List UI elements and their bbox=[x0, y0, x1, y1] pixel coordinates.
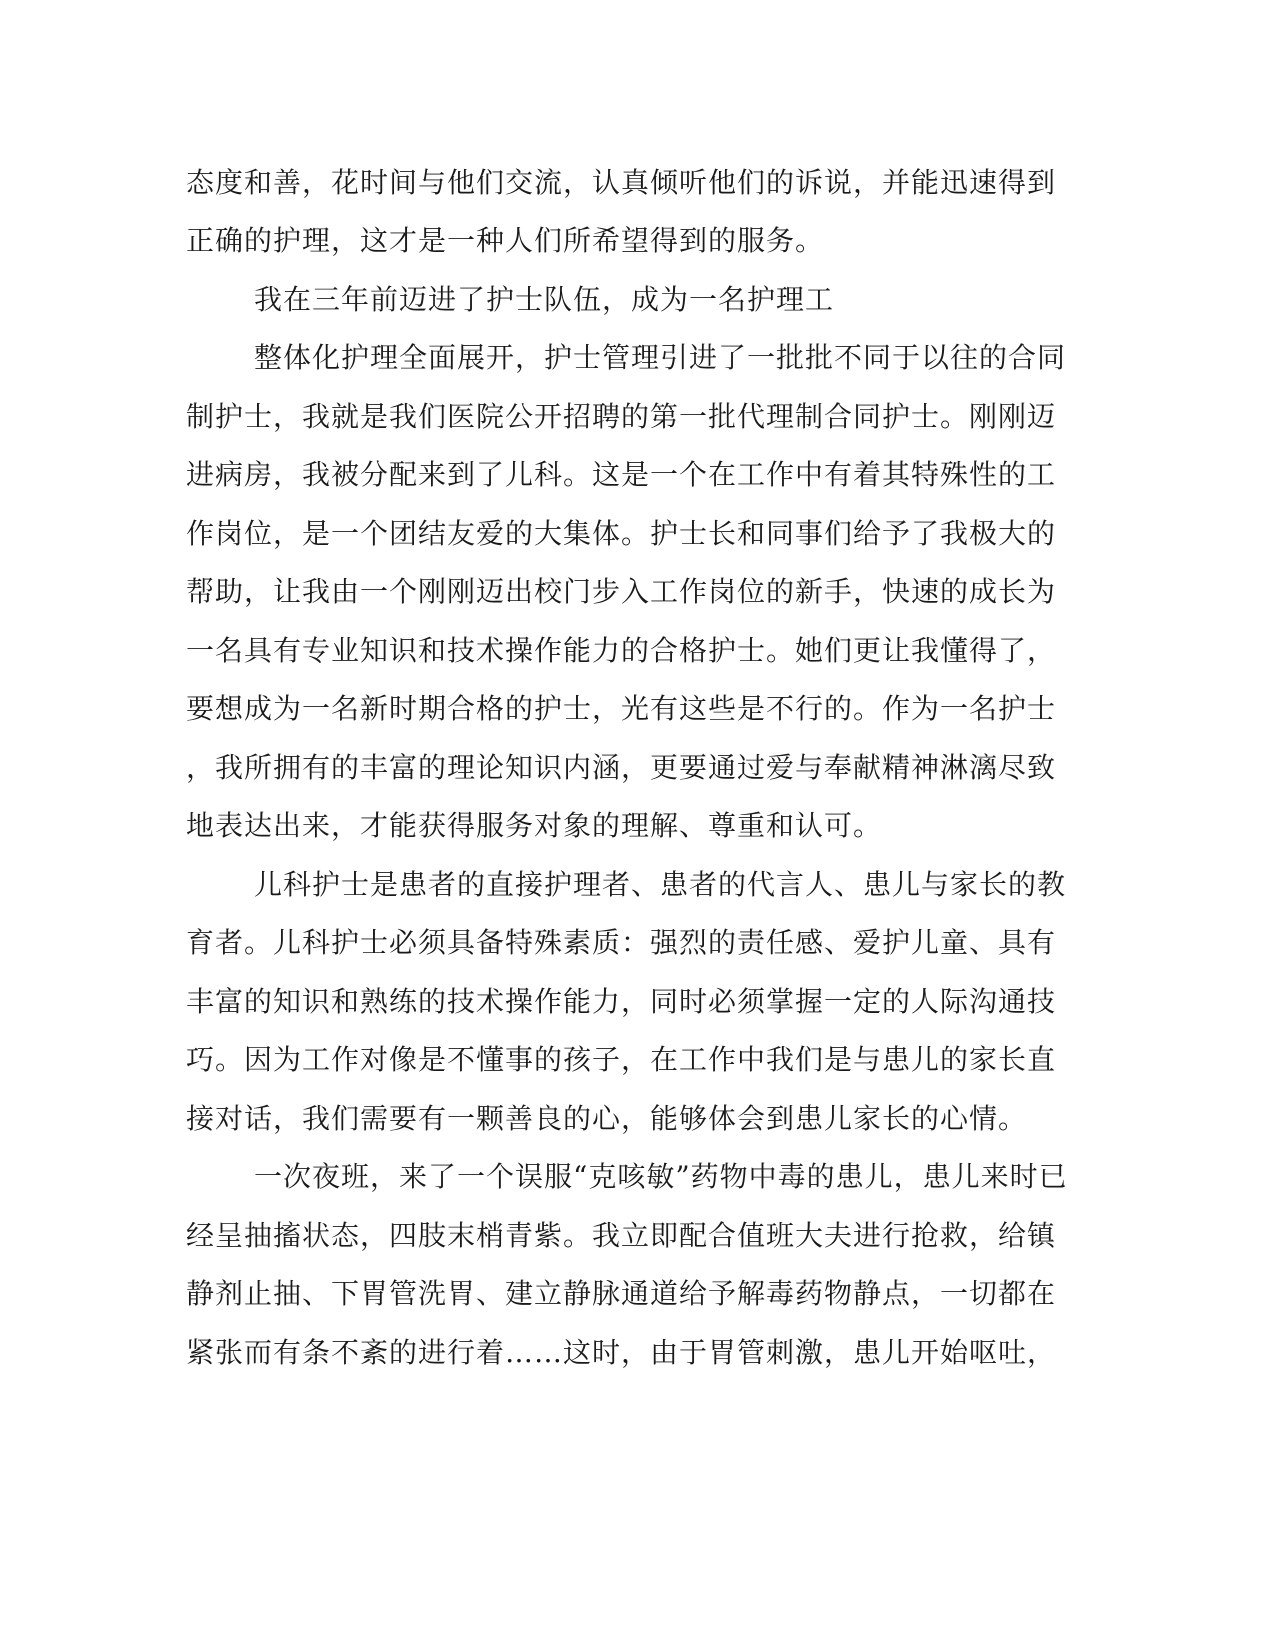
paragraph-line: 静剂止抽、下胃管洗胃、建立静脉通道给予解毒药物静点，一切都在 bbox=[186, 1277, 1057, 1310]
paragraph-line: ，我所拥有的丰富的理论知识内涵，更要通过爱与奉献精神淋漓尽致 bbox=[186, 751, 1057, 784]
paragraph-line: 作岗位，是一个团结友爱的大集体。护士长和同事们给予了我极大的 bbox=[186, 517, 1057, 550]
paragraph-line: 一名具有专业知识和技术操作能力的合格护士。她们更让我懂得了， bbox=[186, 634, 1057, 667]
paragraph-line: 地表达出来，才能获得服务对象的理解、尊重和认可。 bbox=[186, 809, 883, 842]
paragraph-line: 进病房，我被分配来到了儿科。这是一个在工作中有着其特殊性的工 bbox=[186, 458, 1057, 491]
paragraph-line: 巧。因为工作对像是不懂事的孩子，在工作中我们是与患儿的家长直 bbox=[186, 1043, 1057, 1076]
paragraph-line: 我在三年前迈进了护士队伍，成为一名护理工 bbox=[254, 283, 835, 316]
paragraph-line: 经呈抽搐状态，四肢末梢青紫。我立即配合值班大夫进行抢救，给镇 bbox=[186, 1219, 1057, 1252]
paragraph-line: 紧张而有条不紊的进行着……这时，由于胃管刺激，患儿开始呕吐， bbox=[186, 1336, 1057, 1369]
paragraph-line: 丰富的知识和熟练的技术操作能力，同时必须掌握一定的人际沟通技 bbox=[186, 985, 1057, 1018]
paragraph-line: 儿科护士是患者的直接护理者、患者的代言人、患儿与家长的教 bbox=[254, 868, 1067, 901]
paragraph-line: 要想成为一名新时期合格的护士，光有这些是不行的。作为一名护士 bbox=[186, 692, 1057, 725]
paragraph-line: 接对话，我们需要有一颗善良的心，能够体会到患儿家长的心情。 bbox=[186, 1102, 1028, 1135]
paragraph-line: 正确的护理，这才是一种人们所希望得到的服务。 bbox=[186, 224, 825, 257]
paragraph-line: 制护士，我就是我们医院公开招聘的第一批代理制合同护士。刚刚迈 bbox=[186, 400, 1057, 433]
paragraph-line: 育者。儿科护士必须具备特殊素质：强烈的责任感、爱护儿童、具有 bbox=[186, 926, 1057, 959]
paragraph-line: 帮助，让我由一个刚刚迈出校门步入工作岗位的新手，快速的成长为 bbox=[186, 575, 1057, 608]
paragraph-line: 整体化护理全面展开，护士管理引进了一批批不同于以往的合同 bbox=[254, 341, 1067, 374]
paragraph-line: 态度和善，花时间与他们交流，认真倾听他们的诉说，并能迅速得到 bbox=[186, 166, 1057, 199]
paragraph-line: 一次夜班，来了一个误服“克咳敏”药物中毒的患儿，患儿来时已 bbox=[254, 1160, 1068, 1193]
